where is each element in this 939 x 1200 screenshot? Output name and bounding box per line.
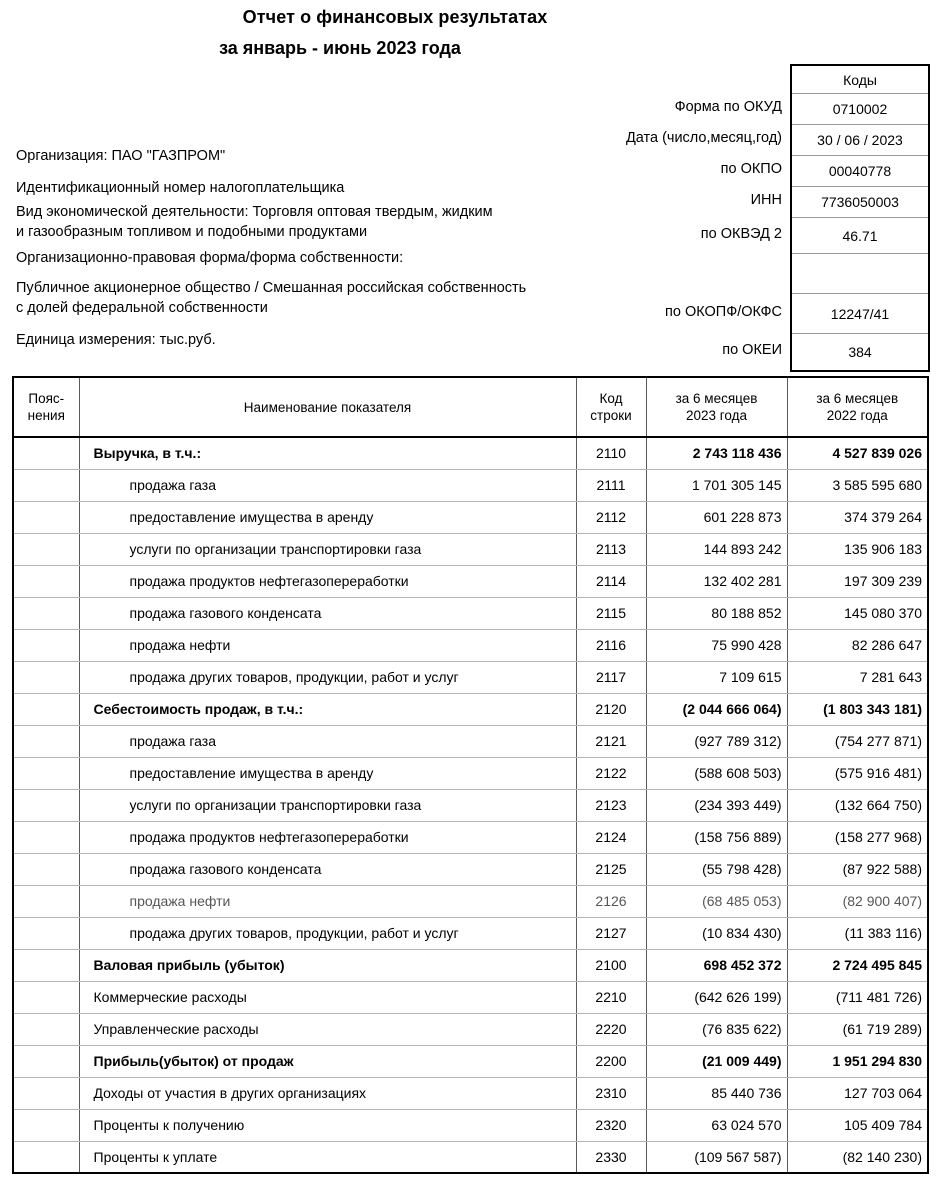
cell-explanations [13,725,79,757]
cell-indicator-name: продажа других товаров, продукции, работ и услуг [79,661,576,693]
cell-value-2023: (55 798 428) [646,853,787,885]
table-header [13,377,928,437]
cell-value-2022: 145 080 370 [787,597,928,629]
column-header-2022-line-2: 2022 года [826,408,888,423]
column-header-explanations-line-2: нения [27,408,65,423]
cell-value-2023: (588 608 503) [646,757,787,789]
column-header-explanations-line-1: Пояс- [28,391,65,406]
table-row [13,501,928,533]
cell-indicator-name: продажа газа [79,469,576,501]
code-value-okpo: 00040778 [792,156,928,187]
code-value-date: 30 / 06 / 2023 [792,125,928,156]
org-activity-line-1: Вид экономической деятельности: Торговля оптовая твердым, жидким [16,204,493,220]
cell-explanations [13,501,79,533]
table-row [13,661,928,693]
cell-row-code: 2200 [576,1045,646,1077]
cell-value-2022: (754 277 871) [787,725,928,757]
cell-value-2022: (82 900 407) [787,885,928,917]
table-row [13,789,928,821]
table-row [13,1141,928,1173]
code-value-okved2: 46.71 [792,218,928,254]
cell-value-2022: (158 277 968) [787,821,928,853]
table-row [13,821,928,853]
cell-row-code: 2126 [576,885,646,917]
cell-indicator-name: Выручка, в т.ч.: [79,437,576,469]
cell-indicator-name: Управленческие расходы [79,1013,576,1045]
table-row [13,597,928,629]
cell-value-2022: 197 309 239 [787,565,928,597]
cell-value-2023: 75 990 428 [646,629,787,661]
cell-row-code: 2123 [576,789,646,821]
cell-explanations [13,821,79,853]
label-inn: ИНН [750,192,782,208]
column-header-row-code [576,377,646,437]
cell-value-2023: 80 188 852 [646,597,787,629]
column-header-period-2022 [787,377,928,437]
table-row [13,981,928,1013]
org-legal-form-label: Организационно-правовая форма/форма собственности: [16,250,404,266]
cell-row-code: 2310 [576,1077,646,1109]
cell-explanations [13,1141,79,1173]
cell-row-code: 2320 [576,1109,646,1141]
label-okpo: по ОКПО [720,161,782,177]
table-row [13,533,928,565]
cell-value-2023: (158 756 889) [646,821,787,853]
code-value-okud: 0710002 [792,94,928,125]
cell-value-2022: 135 906 183 [787,533,928,565]
table-row [13,853,928,885]
cell-value-2023: 63 024 570 [646,1109,787,1141]
org-legal-form-line-2: с долей федеральной собственности [16,300,268,316]
cell-row-code: 2116 [576,629,646,661]
org-measurement-unit: Единица измерения: тыс.руб. [16,332,216,348]
org-taxpayer-id-line: Идентификационный номер налогоплательщика [16,180,345,196]
column-header-2022-line-1: за 6 месяцев [816,391,899,406]
cell-value-2023: (21 009 449) [646,1045,787,1077]
column-header-explanations [13,377,79,437]
label-okved2: по ОКВЭД 2 [700,226,782,242]
cell-value-2022: 127 703 064 [787,1077,928,1109]
cell-value-2023: 2 743 118 436 [646,437,787,469]
cell-row-code: 2113 [576,533,646,565]
cell-value-2023: 85 440 736 [646,1077,787,1109]
cell-indicator-name: продажа продуктов нефтегазопереработки [79,821,576,853]
cell-value-2022: (575 916 481) [787,757,928,789]
cell-indicator-name: Прибыль(убыток) от продаж [79,1045,576,1077]
cell-value-2023: 698 452 372 [646,949,787,981]
table-row [13,693,928,725]
cell-value-2023: (10 834 430) [646,917,787,949]
cell-explanations [13,757,79,789]
label-okopf-okfs: по ОКОПФ/ОКФС [665,304,782,320]
cell-value-2022: (87 922 588) [787,853,928,885]
codes-box [790,64,930,372]
cell-explanations [13,1013,79,1045]
financial-results-table [12,376,929,1174]
table-row [13,1109,928,1141]
cell-explanations [13,597,79,629]
column-header-2023-line-2: 2023 года [685,408,747,423]
table-row [13,725,928,757]
cell-explanations [13,661,79,693]
label-okei: по ОКЕИ [722,342,782,358]
cell-value-2023: (927 789 312) [646,725,787,757]
cell-indicator-name: Проценты к получению [79,1109,576,1141]
cell-row-code: 2220 [576,1013,646,1045]
cell-value-2022: 7 281 643 [787,661,928,693]
cell-indicator-name: продажа газового конденсата [79,597,576,629]
cell-value-2022: 2 724 495 845 [787,949,928,981]
table-row [13,1077,928,1109]
cell-explanations [13,949,79,981]
table-row [13,469,928,501]
cell-explanations [13,629,79,661]
cell-indicator-name: Коммерческие расходы [79,981,576,1013]
table-header-row [13,377,928,437]
cell-row-code: 2330 [576,1141,646,1173]
cell-row-code: 2111 [576,469,646,501]
cell-row-code: 2112 [576,501,646,533]
cell-indicator-name: услуги по организации транспортировки газа [79,789,576,821]
cell-value-2023: (234 393 449) [646,789,787,821]
org-activity-line-2: и газообразным топливом и подобными продуктами [16,224,368,240]
cell-row-code: 2210 [576,981,646,1013]
codes-box-header: Коды [792,66,928,94]
cell-explanations [13,693,79,725]
cell-value-2022: 1 951 294 830 [787,1045,928,1077]
cell-value-2022: (61 719 289) [787,1013,928,1045]
cell-value-2022: 3 585 595 680 [787,469,928,501]
label-okud: Форма по ОКУД [674,99,782,115]
cell-value-2022: 105 409 784 [787,1109,928,1141]
cell-row-code: 2122 [576,757,646,789]
cell-value-2023: 132 402 281 [646,565,787,597]
cell-row-code: 2100 [576,949,646,981]
cell-value-2022: (11 383 116) [787,917,928,949]
cell-value-2023: (642 626 199) [646,981,787,1013]
cell-explanations [13,981,79,1013]
cell-value-2022: 374 379 264 [787,501,928,533]
code-value-blank [792,254,928,294]
table-row [13,629,928,661]
cell-value-2022: (132 664 750) [787,789,928,821]
cell-value-2023: 7 109 615 [646,661,787,693]
cell-explanations [13,1109,79,1141]
column-header-indicator-name: Наименование показателя [79,377,576,437]
cell-indicator-name: Проценты к уплате [79,1141,576,1173]
cell-indicator-name: продажа нефти [79,629,576,661]
cell-value-2023: (68 485 053) [646,885,787,917]
table-row [13,949,928,981]
cell-explanations [13,917,79,949]
cell-row-code: 2121 [576,725,646,757]
cell-value-2022: (1 803 343 181) [787,693,928,725]
cell-explanations [13,565,79,597]
cell-value-2023: (109 567 587) [646,1141,787,1173]
cell-value-2023: 144 893 242 [646,533,787,565]
table-row [13,565,928,597]
cell-indicator-name: продажа продуктов нефтегазопереработки [79,565,576,597]
cell-row-code: 2115 [576,597,646,629]
cell-row-code: 2124 [576,821,646,853]
cell-row-code: 2120 [576,693,646,725]
cell-value-2023: 601 228 873 [646,501,787,533]
table-row [13,885,928,917]
column-header-period-2023 [646,377,787,437]
table-row [13,1045,928,1077]
cell-row-code: 2110 [576,437,646,469]
cell-explanations [13,789,79,821]
cell-row-code: 2125 [576,853,646,885]
cell-indicator-name: предоставление имущества в аренду [79,757,576,789]
column-header-2023-line-1: за 6 месяцев [675,391,758,406]
table-row [13,437,928,469]
cell-explanations [13,1077,79,1109]
cell-indicator-name: продажа газа [79,725,576,757]
table-row [13,757,928,789]
table-body [13,437,928,1173]
cell-explanations [13,437,79,469]
table-row [13,917,928,949]
cell-indicator-name: Валовая прибыль (убыток) [79,949,576,981]
cell-explanations [13,469,79,501]
cell-value-2023: 1 701 305 145 [646,469,787,501]
column-header-code-line-1: Код [599,391,623,406]
cell-indicator-name: продажа других товаров, продукции, работ и услуг [79,917,576,949]
cell-explanations [13,1045,79,1077]
organization-info [16,146,616,350]
org-name-line: Организация: ПАО "ГАЗПРОМ" [16,148,226,164]
cell-explanations [13,853,79,885]
column-header-code-line-2: строки [590,408,632,423]
report-title-line-1: Отчет о финансовых результатах [242,7,548,27]
cell-value-2022: (82 140 230) [787,1141,928,1173]
cell-indicator-name: Себестоимость продаж, в т.ч.: [79,693,576,725]
table-row [13,1013,928,1045]
cell-explanations [13,885,79,917]
cell-value-2022: 4 527 839 026 [787,437,928,469]
page-title [0,4,790,61]
cell-row-code: 2127 [576,917,646,949]
cell-value-2022: (711 481 726) [787,981,928,1013]
code-value-inn: 7736050003 [792,187,928,218]
cell-value-2022: 82 286 647 [787,629,928,661]
cell-indicator-name: услуги по организации транспортировки газа [79,533,576,565]
code-value-okei: 384 [848,344,872,360]
cell-indicator-name: продажа газового конденсата [79,853,576,885]
cell-indicator-name: предоставление имущества в аренду [79,501,576,533]
cell-indicator-name: Доходы от участия в других организациях [79,1077,576,1109]
cell-row-code: 2114 [576,565,646,597]
report-title-line-2: за январь - июнь 2023 года [219,38,461,58]
code-value-okopf-okfs: 12247/41 [792,294,928,334]
cell-explanations [13,533,79,565]
cell-value-2023: (76 835 622) [646,1013,787,1045]
label-date: Дата (число,месяц,год) [625,130,782,146]
org-legal-form-line-1: Публичное акционерное общество / Смешанная российская собственность [16,280,527,296]
cell-indicator-name: продажа нефти [79,885,576,917]
cell-value-2023: (2 044 666 064) [646,693,787,725]
cell-row-code: 2117 [576,661,646,693]
